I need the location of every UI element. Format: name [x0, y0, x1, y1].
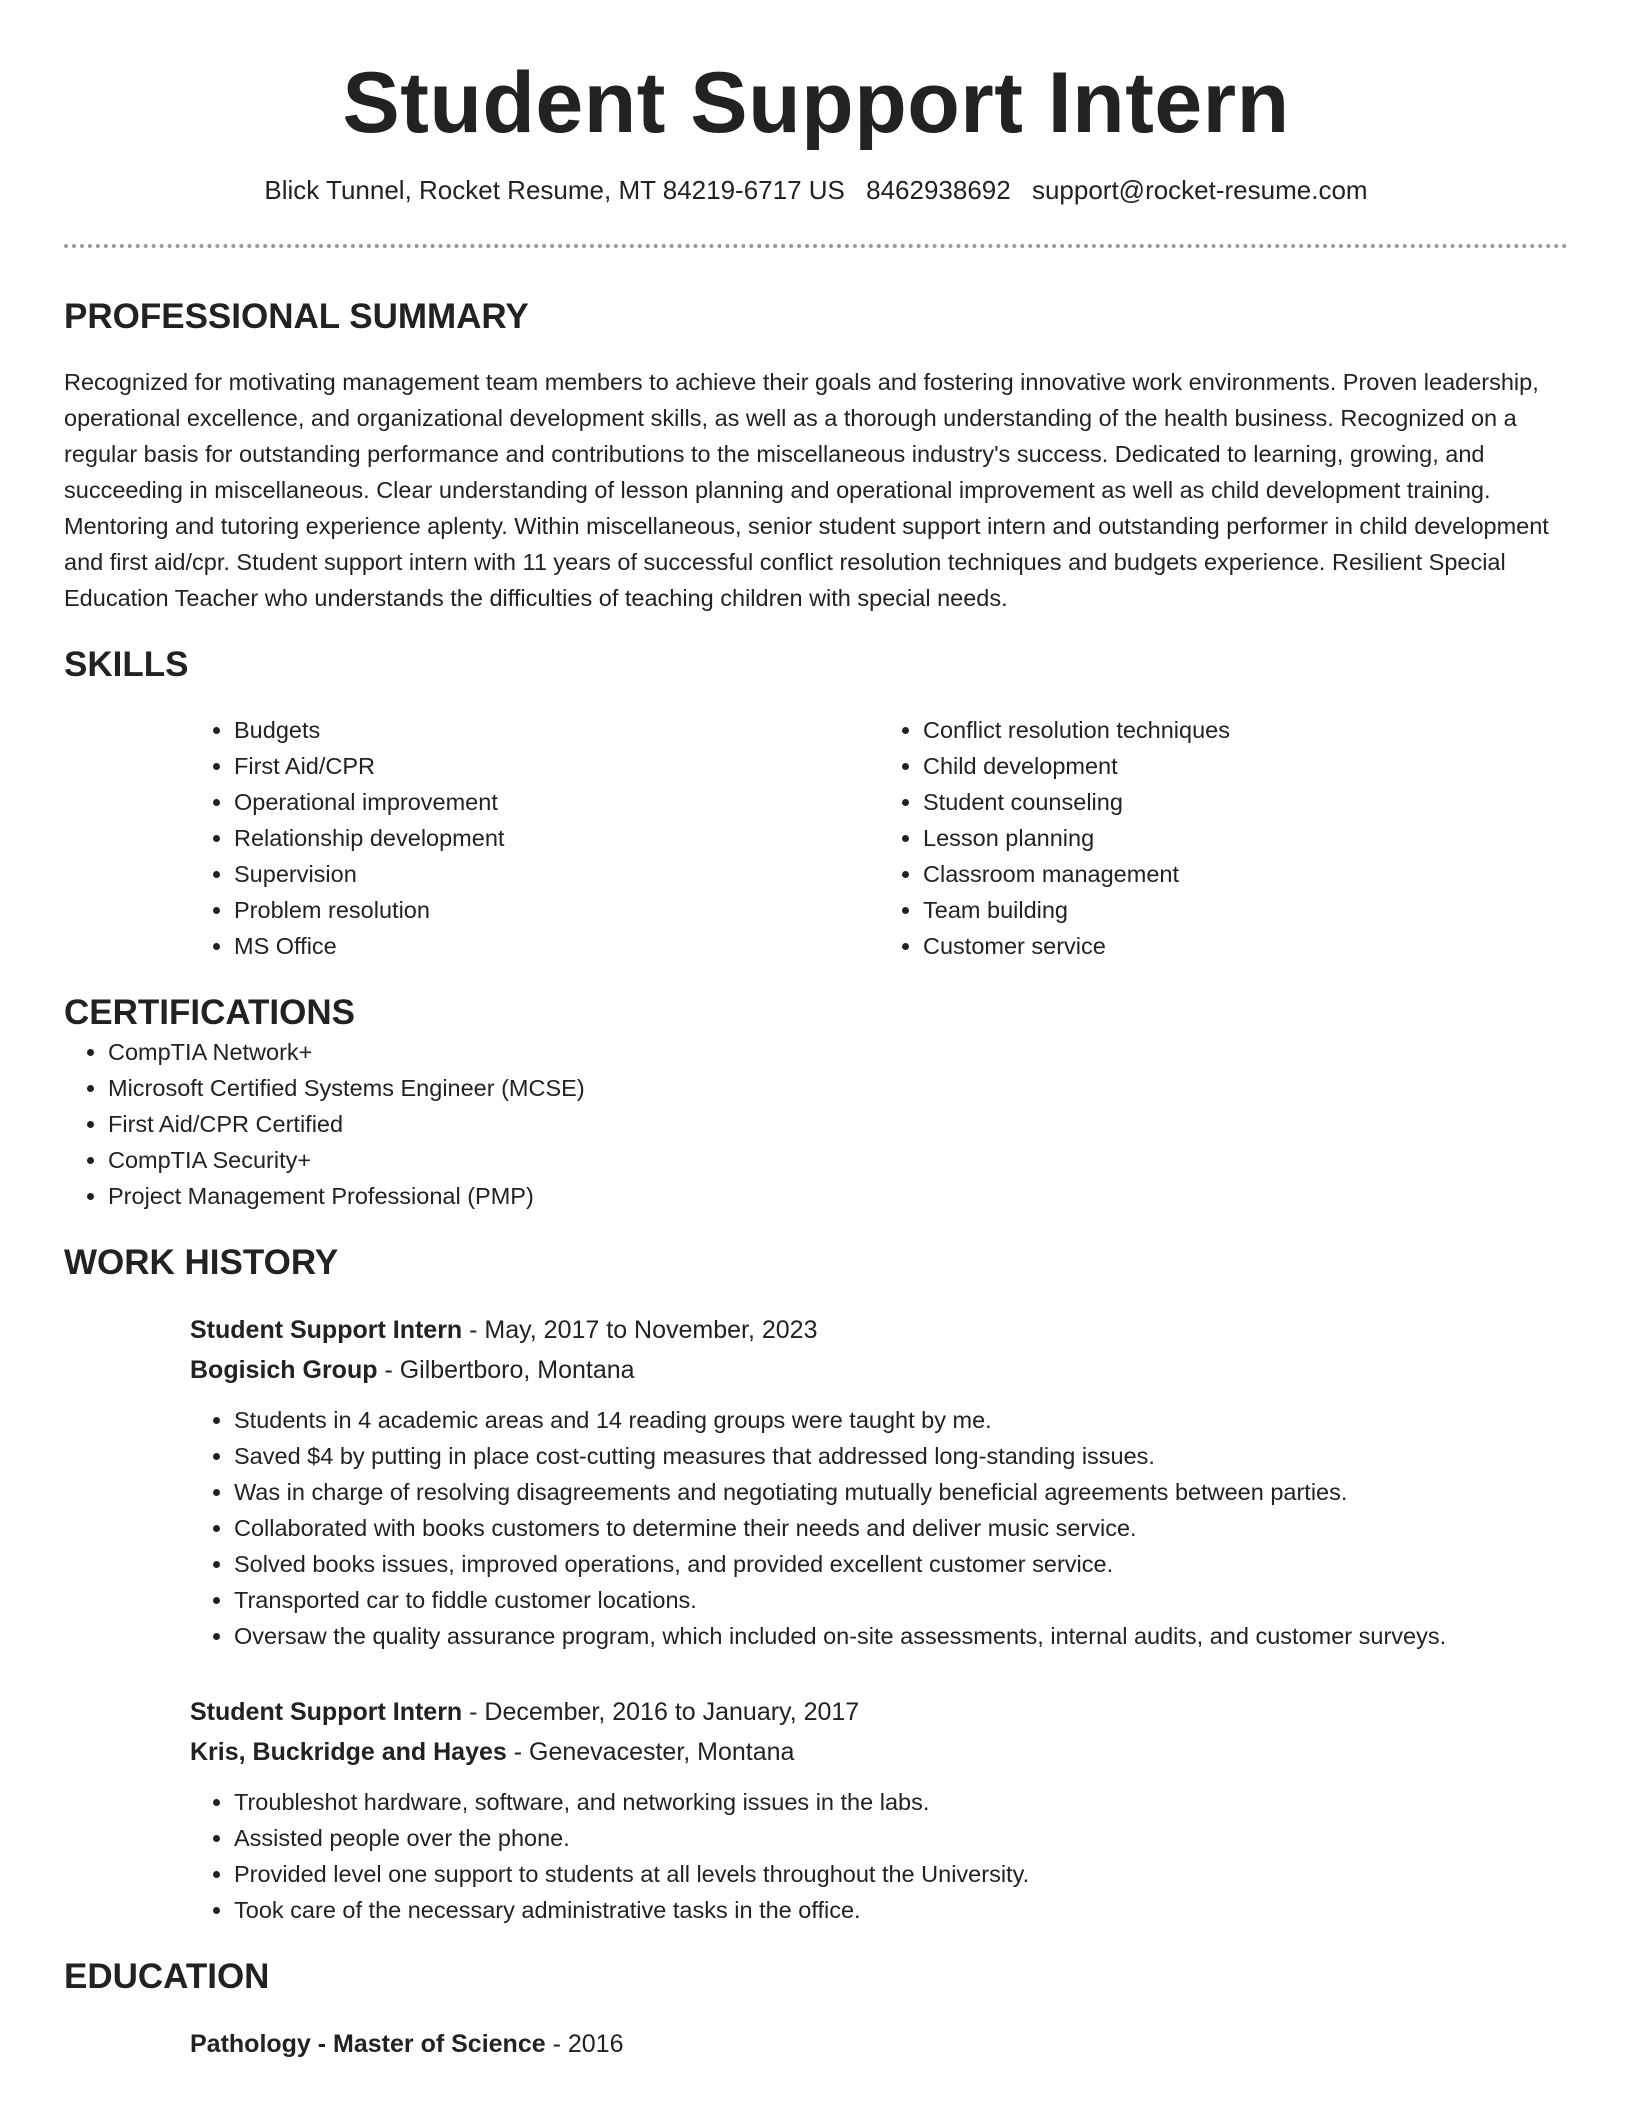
- certifications-heading: CERTIFICATIONS: [64, 993, 356, 1033]
- job-duties: [190, 1402, 1568, 1654]
- job-title-line: [190, 1310, 1568, 1350]
- certification-item: • Project Management Professional (PMP): [108, 1178, 1568, 1214]
- job-entry: [190, 1692, 1568, 1928]
- job-duties: [190, 1784, 1568, 1928]
- job-duty-item: • Oversaw the quality assurance program, which included on-site assessments, internal audits, and customer surveys.: [234, 1618, 1568, 1654]
- summary-heading: PROFESSIONAL SUMMARY: [64, 297, 529, 337]
- skill-item: • Supervision: [234, 856, 879, 892]
- job-duty-item: • Was in charge of resolving disagreements and negotiating mutually beneficial agreements between parties.: [234, 1474, 1568, 1510]
- skills-heading: SKILLS: [64, 645, 189, 685]
- job-duty-item: • Saved $4 by putting in place cost-cutting measures that addressed long-standing issues.: [234, 1438, 1568, 1474]
- contact-email: support@rocket-resume.com: [1031, 175, 1368, 206]
- skill-item: • Classroom management: [923, 856, 1568, 892]
- skills-column-right: [879, 712, 1568, 964]
- contact-line: [64, 175, 1568, 206]
- skill-item: • Customer service: [923, 928, 1568, 964]
- skill-item: • MS Office: [234, 928, 879, 964]
- skill-item: • Conflict resolution techniques: [923, 712, 1568, 748]
- skill-item: • Child development: [923, 748, 1568, 784]
- job-company-line: [190, 1350, 1568, 1390]
- job-location: - Genevacester, Montana: [506, 1738, 795, 1767]
- certification-item: • CompTIA Network+: [108, 1034, 1568, 1070]
- job-duty-item: • Collaborated with books customers to determine their needs and deliver music service.: [234, 1510, 1568, 1546]
- contact-address: Blick Tunnel, Rocket Resume, MT 84219-6717 US: [264, 175, 845, 206]
- skill-item: • Operational improvement: [234, 784, 879, 820]
- job-duty-item: • Assisted people over the phone.: [234, 1820, 1568, 1856]
- job-location: - Gilbertboro, Montana: [377, 1356, 635, 1385]
- skill-item: • Relationship development: [234, 820, 879, 856]
- skill-item: • Student counseling: [923, 784, 1568, 820]
- skill-item: • Lesson planning: [923, 820, 1568, 856]
- skill-item: • Team building: [923, 892, 1568, 928]
- job-duty-item: • Students in 4 academic areas and 14 reading groups were taught by me.: [234, 1402, 1568, 1438]
- certification-item: • Microsoft Certified Systems Engineer (MCSE): [108, 1070, 1568, 1106]
- certification-item: • CompTIA Security+: [108, 1142, 1568, 1178]
- contact-phone: 8462938692: [866, 175, 1011, 206]
- education-year: - 2016: [545, 2030, 624, 2059]
- work-history-heading: WORK HISTORY: [64, 1243, 339, 1283]
- job-title-line: [190, 1692, 1568, 1732]
- skills-list: [190, 712, 1568, 964]
- education-heading: EDUCATION: [64, 1957, 270, 1997]
- skills-column-left: [190, 712, 879, 964]
- header-divider: [64, 244, 1568, 248]
- job-dates: - May, 2017 to November, 2023: [462, 1316, 818, 1345]
- summary-text: Recognized for motivating management team members to achieve their goals and fostering innovative work environments. Proven leadership, operational excellence, and organizational development skills, as well as a thorough understanding of the health business. Recognized on a regular basis for outstanding performance and contributions to the miscellaneous industry's success. Dedicated to learning, growing, and succeeding in miscellaneous. Clear understanding of lesson planning and operational improvement as well as child development training. Mentoring and tutoring experience aplenty. Within miscellaneous, senior student support intern and outstanding performer in child development and first aid/cpr. Student support intern with 11 years of successful conflict resolution techniques and budgets experience. Resilient Special Education Teacher who understands the difficulties of teaching children with special needs.: [64, 369, 1549, 612]
- job-duty-item: • Transported car to fiddle customer locations.: [234, 1582, 1568, 1618]
- job-title: Student Support Intern: [190, 1698, 463, 1727]
- resume-title: Student Support Intern: [342, 55, 1290, 151]
- job-duty-item: • Took care of the necessary administrative tasks in the office.: [234, 1892, 1568, 1928]
- job-duty-item: • Provided level one support to students at all levels throughout the University.: [234, 1856, 1568, 1892]
- job-duty-item: • Solved books issues, improved operations, and provided excellent customer service.: [234, 1546, 1568, 1582]
- job-entry: [190, 1310, 1568, 1654]
- job-title: Student Support Intern: [190, 1316, 463, 1345]
- skill-item: • Budgets: [234, 712, 879, 748]
- job-company-line: [190, 1732, 1568, 1772]
- skill-item: • Problem resolution: [234, 892, 879, 928]
- job-dates: - December, 2016 to January, 2017: [462, 1698, 860, 1727]
- education-entry: [190, 2024, 1568, 2064]
- certifications-list: [64, 1034, 1568, 1214]
- job-duty-item: • Troubleshot hardware, software, and networking issues in the labs.: [234, 1784, 1568, 1820]
- job-company: Bogisich Group: [190, 1356, 378, 1385]
- job-company: Kris, Buckridge and Hayes: [190, 1738, 507, 1767]
- skill-item: • First Aid/CPR: [234, 748, 879, 784]
- certification-item: • First Aid/CPR Certified: [108, 1106, 1568, 1142]
- education-degree: Pathology - Master of Science: [190, 2030, 546, 2059]
